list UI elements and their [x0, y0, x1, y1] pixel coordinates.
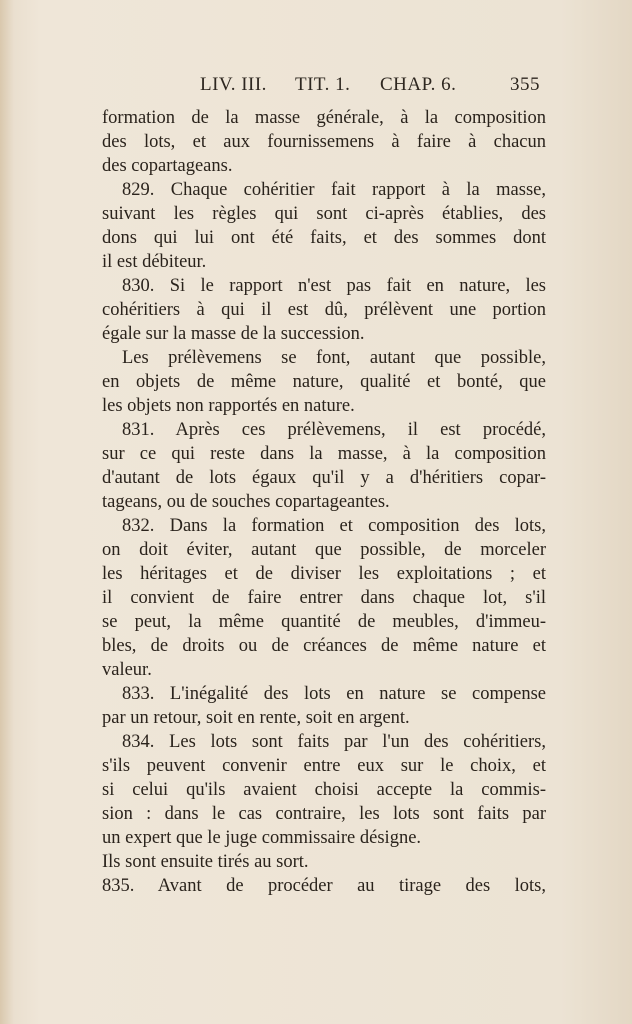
text-line: des copartageans. — [102, 156, 233, 176]
text-line: égale sur la masse de la succession. — [102, 324, 365, 344]
header-titre: TIT. 1. — [295, 74, 351, 95]
text-line: 835. Avant de procéder au tirage des lots, — [102, 876, 546, 896]
text-line: 832. Dans la formation et composition des lots, — [122, 516, 546, 536]
header-chapitre: CHAP. 6. — [380, 74, 457, 95]
text-line: il convient de faire entrer dans chaque lot, s'il — [102, 588, 546, 608]
text-line: bles, de droits ou de créances de même nature et — [102, 636, 546, 656]
text-line: sion : dans le cas contraire, les lots sont faits par — [102, 804, 546, 824]
text-line: 834. Les lots sont faits par l'un des cohéritiers, — [122, 732, 546, 752]
text-line: formation de la masse générale, à la composition — [102, 108, 546, 128]
text-line: s'ils peuvent convenir entre eux sur le choix, et — [102, 756, 546, 776]
text-line: dons qui lui ont été faits, et des sommes dont — [102, 228, 546, 248]
text-line: on doit éviter, autant que possible, de morceler — [102, 540, 546, 560]
text-line: d'autant de lots égaux qu'il y a d'héritiers copar- — [102, 468, 546, 488]
header-livre: LIV. III. — [200, 74, 267, 95]
text-line: cohéritiers à qui il est dû, prélèvent une portion — [102, 300, 546, 320]
text-line: par un retour, soit en rente, soit en argent. — [102, 708, 410, 728]
text-line: il est débiteur. — [102, 252, 207, 272]
text-line: 830. Si le rapport n'est pas fait en nature, les — [122, 276, 546, 296]
text-line: Les prélèvemens se font, autant que possible, — [122, 348, 546, 368]
text-line: suivant les règles qui sont ci-après établies, des — [102, 204, 546, 224]
text-line: 833. L'inégalité des lots en nature se compense — [122, 684, 546, 704]
body-text — [102, 106, 546, 898]
text-line: des lots, et aux fournissemens à faire à chacun — [102, 132, 546, 152]
text-line: 829. Chaque cohéritier fait rapport à la masse, — [122, 180, 546, 200]
text-line: valeur. — [102, 660, 152, 680]
text-line: tageans, ou de souches copartageantes. — [102, 492, 390, 512]
text-line: les objets non rapportés en nature. — [102, 396, 355, 416]
text-line: un expert que le juge commissaire désigne. — [102, 828, 422, 848]
text-line: se peut, la même quantité de meubles, d'immeu- — [102, 612, 546, 632]
text-line: 831. Après ces prélèvemens, il est procédé, — [122, 420, 546, 440]
text-line: sur ce qui reste dans la masse, à la composition — [102, 444, 546, 464]
text-line: en objets de même nature, qualité et bonté, que — [102, 372, 546, 392]
text-line: si celui qu'ils avaient choisi accepte la commis- — [102, 780, 546, 800]
page-number: 355 — [510, 74, 540, 95]
text-line: Ils sont ensuite tirés au sort. — [102, 852, 309, 872]
text-line: les héritages et de diviser les exploitations ; et — [102, 564, 546, 584]
